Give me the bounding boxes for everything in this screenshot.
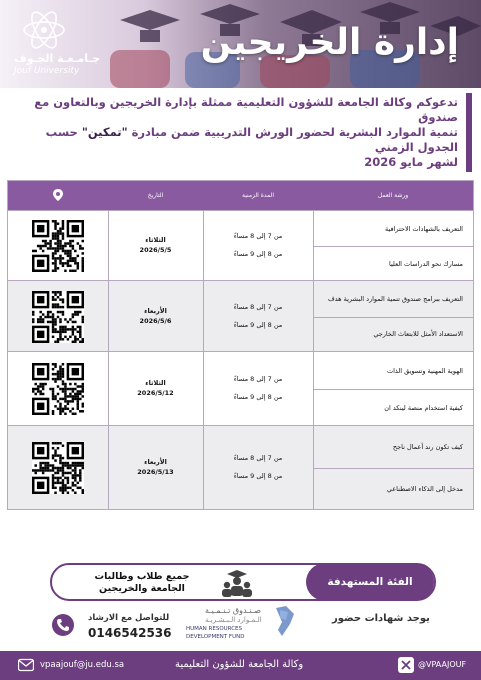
x-twitter-icon[interactable] (398, 657, 414, 673)
session-time: من 8 إلى 9 مساءً (233, 250, 283, 258)
hrdf-english-line-1: HUMAN RESOURCES (186, 626, 243, 632)
footer-bar (0, 651, 481, 680)
table-header-row (8, 181, 473, 210)
header-location (8, 181, 108, 210)
workshop-divider (313, 317, 473, 318)
session-date: 2026/5/13 (137, 468, 174, 476)
intro-line-1: تدعوكم وكالة الجامعة للشؤون التعليمية ممثلة بإدارة الخريجين وبالتعاون مع صندوق (34, 95, 458, 124)
intro-line-2 (14, 125, 458, 155)
intro-line-2b: حسب الجدول الزمني (45, 125, 458, 154)
mail-icon (18, 658, 34, 672)
session-time: من 8 إلى 9 مساءً (233, 393, 283, 401)
footer-social-handle[interactable]: @VPAAJOUF (418, 660, 467, 669)
location-pin-icon (53, 189, 63, 201)
intro-line-3: لشهر مايو 2026 (364, 155, 458, 169)
footer-email-link[interactable]: vpaajouf@ju.edu.sa (40, 660, 125, 670)
workshop-divider (313, 389, 473, 390)
workshop-title: كيف تكون رند أعمال ناجح (392, 443, 463, 451)
column-divider (203, 426, 204, 510)
target-line-1: جميع طلاب وطالبات (94, 571, 190, 582)
workshop-title: التعريف بالشهادات الاحترافية (385, 225, 463, 233)
schedule-table (7, 180, 474, 510)
intro-line-2a: تنمية الموارد البشرية لحضور الورش التدريبية ضمن مبادرة (127, 125, 458, 139)
header-workshop: ورشة العمل (377, 192, 409, 199)
phone-icon[interactable] (52, 614, 74, 636)
table-row (8, 280, 473, 351)
header-date: التاريخ (147, 192, 164, 199)
logo-arabic-text: جـامـعـة الجـوف (14, 52, 101, 65)
hrdf-arabic-line-2: الـمـوارد الـبـشـريـة (205, 616, 262, 624)
footer-department-name: وكالة الجامعة للشؤون التعليمية (175, 659, 304, 670)
registration-qr-code[interactable] (32, 220, 84, 272)
workshop-title: الهوية المهنية وتسويق الذات (386, 367, 463, 375)
session-day: الثلاثاء (145, 236, 166, 244)
target-audience-label: الفئة المستهدفة (306, 563, 434, 601)
header-banner (0, 0, 481, 88)
students-icon (220, 568, 254, 598)
contact-label: للتواصل مع الارشاد (88, 613, 170, 623)
intro-paragraph (10, 93, 472, 172)
hrdf-arabic-line-1: صـنـدوق تـنـمـيـة (205, 606, 262, 615)
initiative-name: "تمكين" (81, 125, 128, 139)
registration-qr-code[interactable] (32, 442, 84, 494)
workshop-title: الاستعداد الأمثل للابتعاث الخارجي (373, 330, 463, 338)
session-time: من 7 إلى 8 مساءً (233, 303, 283, 311)
session-time: من 7 إلى 8 مساءً (233, 454, 283, 462)
workshop-divider (313, 246, 473, 247)
workshop-title: مدخل إلى الذكاء الاصطناعي (386, 485, 463, 493)
certificates-note: يوجد شهادات حضور (332, 613, 430, 624)
hrdf-logo-mark (272, 604, 298, 638)
session-time: من 8 إلى 9 مساءً (233, 472, 283, 480)
registration-qr-code[interactable] (32, 291, 84, 343)
column-divider (203, 281, 204, 352)
phone-glyph-icon (52, 614, 74, 636)
session-date: 2026/5/12 (137, 389, 174, 397)
page-title: إدارة الخريجين (200, 22, 459, 63)
workshop-title: مسارك نحو الدراسات العليا (388, 260, 463, 268)
hrdf-english-line-2: DEVELOPMENT FUND (186, 634, 245, 640)
contact-phone-number[interactable]: 0146542536 (88, 626, 172, 640)
session-time: من 8 إلى 9 مساءً (233, 321, 283, 329)
session-time: من 7 إلى 8 مساءً (233, 375, 283, 383)
logo-english-text: Jouf University (14, 66, 80, 76)
target-audience-text (72, 571, 212, 595)
session-date: 2026/5/5 (139, 246, 172, 254)
column-divider (203, 211, 204, 281)
table-row (8, 351, 473, 425)
workshop-divider (313, 468, 473, 469)
session-time: من 7 إلى 8 مساءً (233, 232, 283, 240)
session-date: 2026/5/6 (139, 317, 172, 325)
workshop-title: التعريف ببرامج صندوق تنمية الموارد البشرية هدف (327, 295, 463, 303)
workshop-title: كيفية استخدام منصة لينكد ان (384, 404, 463, 412)
session-day: الأربعاء (144, 307, 167, 315)
header-time: المدة الزمنية (241, 192, 275, 199)
column-divider (203, 352, 204, 426)
session-day: الثلاثاء (145, 379, 166, 387)
registration-qr-code[interactable] (32, 363, 84, 415)
table-row (8, 210, 473, 280)
target-line-2: الجامعة والخريجين (99, 583, 185, 594)
table-row (8, 425, 473, 509)
session-day: الأربعاء (144, 458, 167, 466)
